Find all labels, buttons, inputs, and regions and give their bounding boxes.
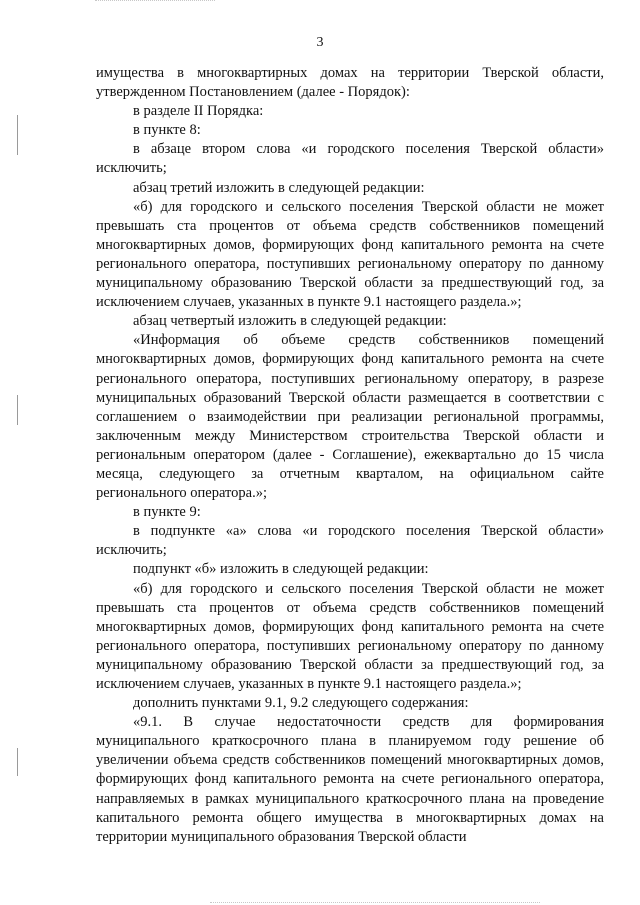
document-body bbox=[96, 64, 604, 847]
page-number: 3 bbox=[316, 35, 324, 50]
paragraph-8: «Информация об объеме средств собственников помещений многоквартирных домов, формирующих фонд капитального ремонта на счете регионального оператора, поступивших региональному оператору, в разрезе муниципальных образований Тверской области размещается в соответствии с соглашением о взаимодействии при реализации региональной программы, заключенным между Министерством строительства Тверской области и региональным оператором (далее - Соглашение), ежеквартально до 15 числа месяца, следующего за отчетным кварталом, на официальном сайте регионального оператора.»; bbox=[96, 332, 604, 502]
scan-edge-top bbox=[95, 0, 215, 3]
paragraph-10: в подпункте «а» слова «и городского поселения Тверской области» исключить; bbox=[96, 523, 604, 559]
paragraph-7: абзац четвертый изложить в следующей редакции: bbox=[133, 313, 447, 330]
scan-margin-mark bbox=[17, 115, 18, 155]
paragraph-5: абзац третий изложить в следующей редакции: bbox=[133, 179, 425, 196]
scan-margin-mark bbox=[17, 395, 18, 425]
paragraph-13: дополнить пунктами 9.1, 9.2 следующего содержания: bbox=[133, 695, 469, 712]
paragraph-9: в пункте 9: bbox=[133, 504, 201, 521]
paragraph-6: «б) для городского и сельского поселения Тверской области не может превышать ста процентов от объема средств собственников помещений многоквартирных домов, формирующих фонд капитального ремонта на счете регионального оператора, поступивших региональному оператору по данному муниципальному образованию Тверской области за предшествующий год, за исключением случаев, указанных в пункте 9.1 настоящего раздела.»; bbox=[96, 198, 604, 311]
paragraph-11: подпункт «б» изложить в следующей редакции: bbox=[133, 561, 429, 578]
paragraph-1: имущества в многоквартирных домах на территории Тверской области, утвержденном Постановлением (далее - Порядок): bbox=[96, 65, 604, 101]
paragraph-14: «9.1. В случае недостаточности средств для формирования муниципального краткосрочного плана в планируемом году решение об увеличении объема средств собственников помещений многоквартирных домов, формирующих фонд капитального ремонта на счете регионального оператора, направляемых в рамках муниципального краткосрочного плана на проведение капитального ремонта общего имущества в многоквартирных домах на территории муниципального образования Тверской области bbox=[96, 714, 604, 845]
paragraph-12: «б) для городского и сельского поселения Тверской области не может превышать ста процентов от объема средств собственников помещений многоквартирных домов, формирующих фонд капитального ремонта на счете регионального оператора, поступивших региональному оператору по данному муниципальному образованию Тверской области за предшествующий год, за исключением случаев, указанных в пункте 9.1 настоящего раздела.»; bbox=[96, 580, 604, 692]
paragraph-2: в разделе II Порядка: bbox=[133, 103, 264, 120]
paragraph-3: в пункте 8: bbox=[133, 122, 201, 139]
paragraph-4: в абзаце втором слова «и городского поселения Тверской области» исключить; bbox=[96, 141, 604, 177]
scan-margin-mark bbox=[17, 748, 18, 776]
